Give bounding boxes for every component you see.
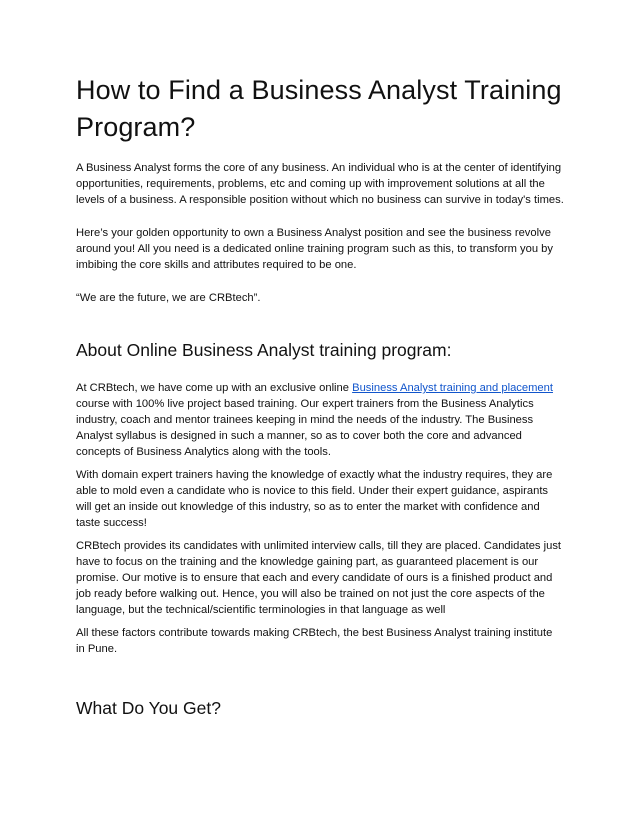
about-paragraph-3: CRBtech provides its candidates with unlimited interview calls, till they are placed. Candidates just have to focus on the training and the knowledge gaining part, as guaranteed placement is our promise. Our motive is to ensure that each and every candidate of ours is a finished product and job ready before walking out. Hence, you will also be trained on not just the core aspects of the language, but the technical/scientific terminologies in that language as well (76, 540, 562, 616)
about-paragraph-1 (76, 380, 564, 460)
what-do-you-get-heading: What Do You Get? (76, 698, 221, 718)
intro-paragraph-2: Here’s your golden opportunity to own a Business Analyst position and see the business revolve around you! All you need is a dedicated online training program such as this, to transform you by imbibing the core skills and attributes required to be one. (76, 227, 553, 271)
document-page (76, 72, 564, 719)
about-heading: About Online Business Analyst training program: (76, 340, 452, 360)
intro-paragraph-1: A Business Analyst forms the core of any business. An individual who is at the center of identifying opportunities, requirements, problems, etc and coming up with improvement solutions at all the levels of a business. A responsible position without which no business can survive in today's times. (76, 162, 564, 206)
intro-quote: “We are the future, we are CRBtech”. (76, 292, 261, 304)
business-analyst-training-link[interactable]: Business Analyst training and placement (352, 382, 553, 394)
about-paragraph-1-lead: At CRBtech, we have come up with an exclusive online (76, 382, 353, 394)
about-paragraph-1-rest: course with 100% live project based training. Our expert trainers from the Business Analytics industry, coach and mentor trainees keeping in mind the needs of the industry. The Business Analyst syllabus is designed in such a manner, so as to cover both the core and advanced concepts of Business Analytics along with the tools. (76, 398, 534, 458)
about-paragraph-4: All these factors contribute towards making CRBtech, the best Business Analyst training institute in Pune. (76, 627, 553, 655)
document-title: How to Find a Business Analyst Training Program? (76, 75, 562, 142)
about-paragraph-2: With domain expert trainers having the knowledge of exactly what the industry requires, they are able to mold even a candidate who is novice to this field. Under their expert guidance, aspirants will get an inside out knowledge of this industry, so as to enter the market with confidence and taste success! (76, 469, 553, 529)
